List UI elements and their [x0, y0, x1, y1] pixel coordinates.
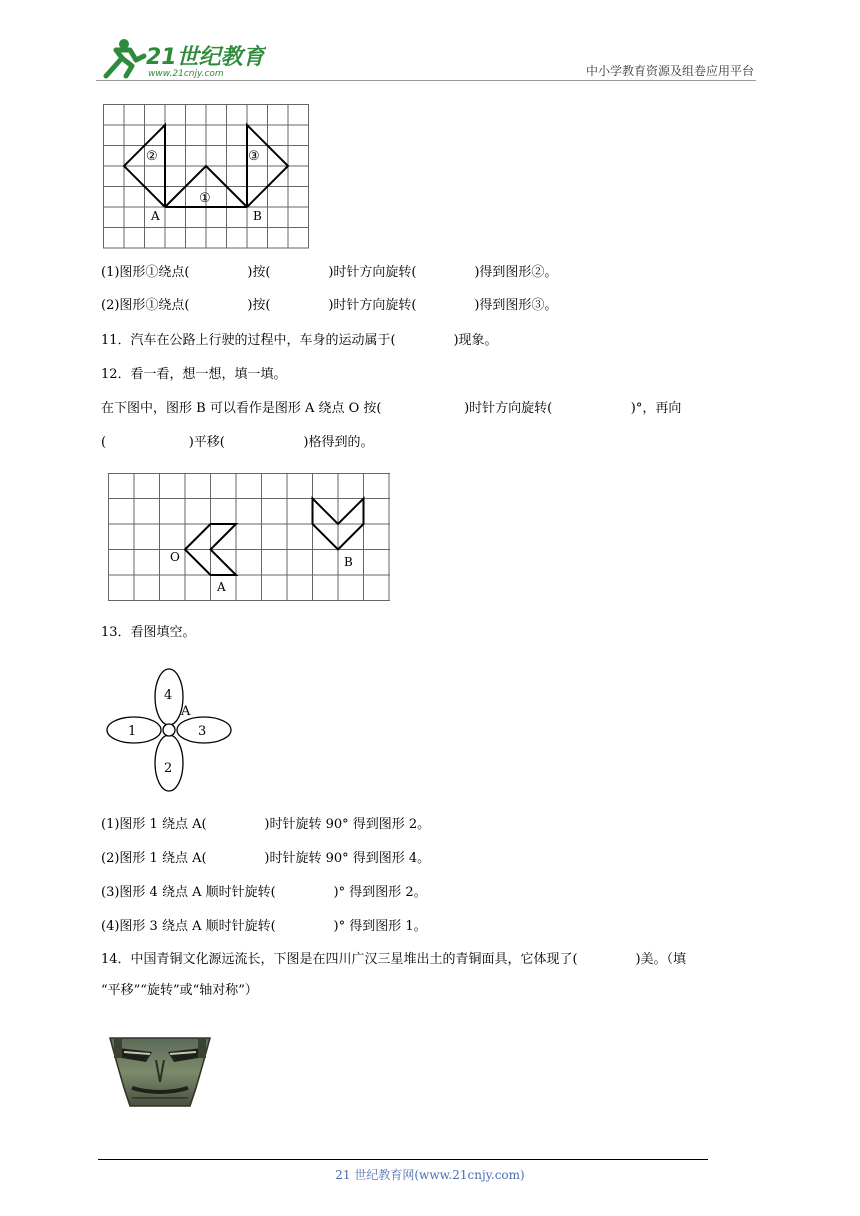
logo-text: 21世纪教育 — [146, 45, 265, 70]
label-point-o: O — [170, 550, 180, 564]
label-point-a: A — [181, 704, 191, 719]
petal-figure — [105, 664, 235, 798]
center-point-a — [163, 724, 175, 736]
bronze-mask-image — [106, 1030, 214, 1110]
q13-line-1: (1)图形 1 绕点 A( )时针旋转 90° 得到图形 2。 — [101, 817, 431, 832]
label-petal-4: 4 — [164, 688, 173, 703]
q12-title: 12．看一看，想一想，填一填。 — [101, 367, 287, 382]
q14-line-2: “平移”“旋转”或“轴对称”） — [101, 983, 258, 998]
footer-divider — [98, 1159, 708, 1160]
footer-text: 21 世纪教育网(www.21cnjy.com) — [335, 1168, 525, 1182]
q13-title: 13．看图填空。 — [101, 625, 196, 640]
q12-line-1: 在下图中，图形 B 可以看作是图形 A 绕点 O 按( )时针方向旋转( )°，再向 — [101, 401, 682, 416]
rotate-translate-grid-figure — [108, 473, 392, 603]
rotation-grid-figure — [103, 104, 311, 250]
label-shape-1: ① — [199, 191, 211, 206]
label-shape-b: B — [344, 555, 353, 569]
header-logo — [96, 36, 266, 80]
q10-line-2: (2)图形①绕点( )按( )时针方向旋转( )得到图形③。 — [101, 298, 558, 313]
runner-logo-icon — [96, 36, 266, 80]
header-platform-text: 中小学教育资源及组卷应用平台 — [585, 64, 754, 78]
q13-line-2: (2)图形 1 绕点 A( )时针旋转 90° 得到图形 4。 — [101, 851, 431, 866]
label-petal-2: 2 — [164, 761, 173, 776]
logo-url: www.21cnjy.com — [148, 69, 224, 79]
label-shape-2: ② — [146, 149, 158, 164]
q12-line-2: ( )平移( )格得到的。 — [101, 435, 374, 450]
label-shape-a: A — [217, 580, 226, 594]
grid-lines — [108, 473, 390, 601]
q14-line-1: 14．中国青铜文化源远流长，下图是在四川广汉三星堆出土的青铜面具，它体现了( )美。（填 — [101, 952, 687, 967]
q13-line-4: (4)图形 3 绕点 A 顺时针旋转( )° 得到图形 1。 — [101, 919, 427, 934]
label-point-b: B — [253, 209, 262, 223]
q13-line-3: (3)图形 4 绕点 A 顺时针旋转( )° 得到图形 2。 — [101, 885, 427, 900]
label-shape-3: ③ — [248, 149, 260, 164]
header-divider — [96, 80, 756, 81]
q11-text: 11．汽车在公路上行驶的过程中，车身的运动属于( )现象。 — [101, 333, 498, 348]
label-petal-1: 1 — [128, 724, 137, 739]
label-point-a: A — [151, 209, 160, 223]
label-petal-3: 3 — [198, 724, 207, 739]
q10-line-1: (1)图形①绕点( )按( )时针方向旋转( )得到图形②。 — [101, 265, 558, 280]
